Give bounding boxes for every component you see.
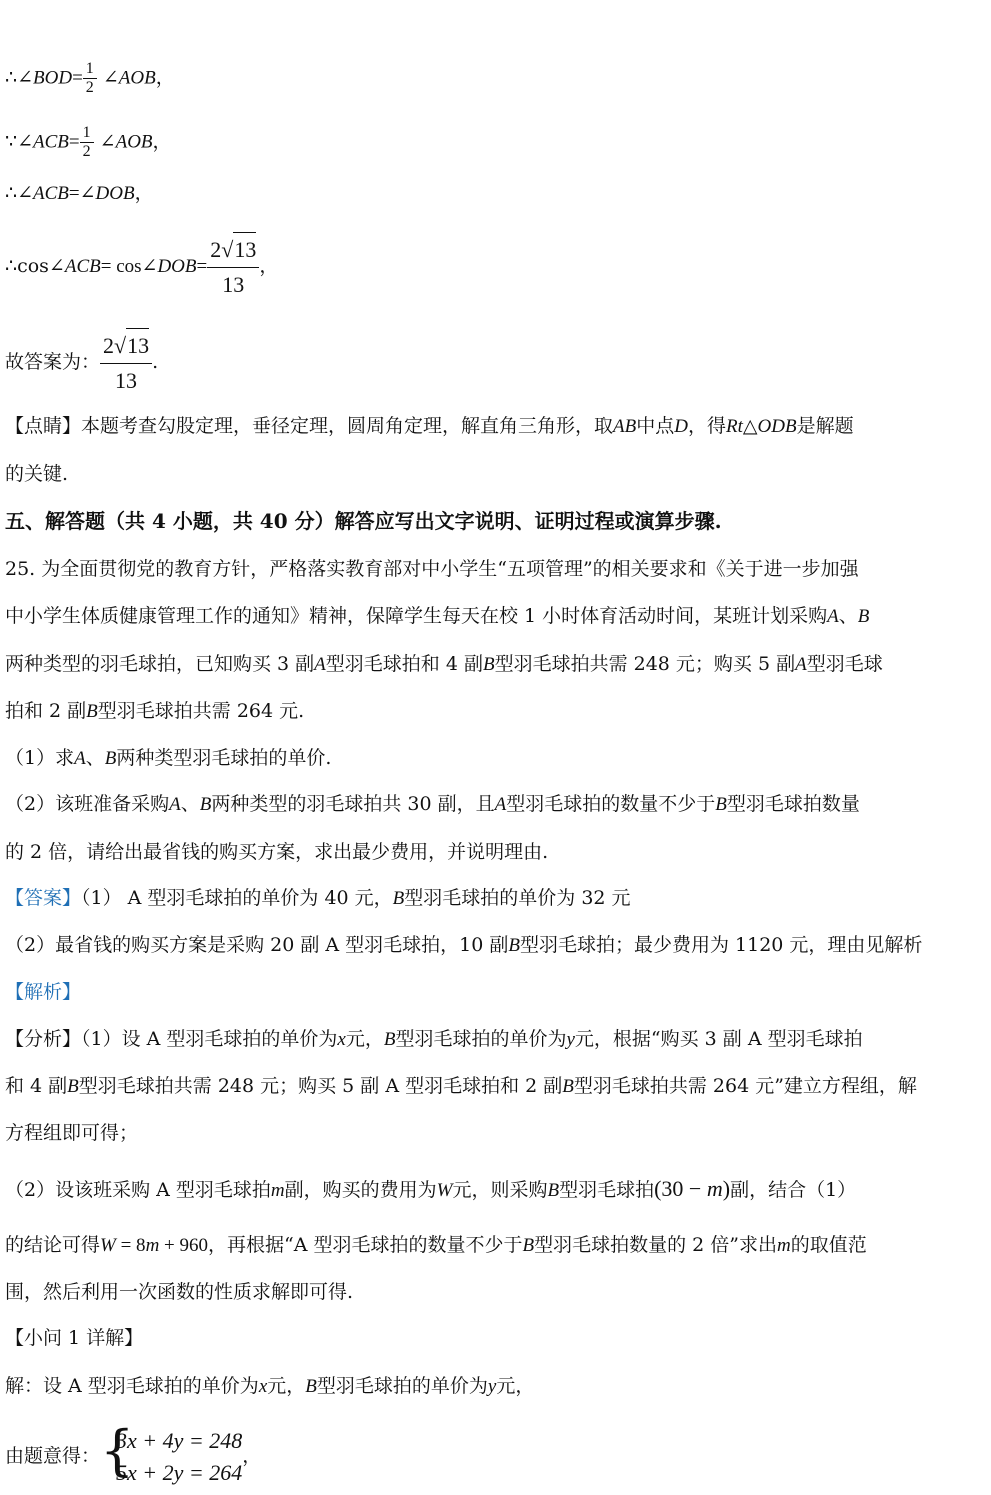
var-d: D xyxy=(674,416,688,437)
step-acb-dob xyxy=(5,180,154,207)
text: 元，根据“购买 3 副 A 型羽毛球拍 xyxy=(574,1028,863,1050)
step-acb-half xyxy=(5,124,172,161)
text: 副，结合（1） xyxy=(730,1179,857,1201)
text: 的结论可得 xyxy=(5,1234,101,1256)
fx-line-6: 围，然后利用一次函数的性质求解即可得. xyxy=(5,1281,354,1303)
text: 两种类型羽毛球拍的单价. xyxy=(116,747,332,769)
radicand: 13 xyxy=(233,232,256,267)
system-label: 由题意得： xyxy=(5,1445,101,1467)
text: 型羽毛球拍数量 xyxy=(726,793,860,815)
equals: = xyxy=(72,67,83,89)
comma: ， xyxy=(152,130,172,153)
sep: 、 xyxy=(85,747,105,769)
expr: + 960 xyxy=(159,1235,209,1256)
text: 两种类型的羽毛球拍，已知购买 3 副 xyxy=(5,653,315,675)
var-b: B xyxy=(104,748,117,769)
var-b: B xyxy=(86,701,98,722)
comma: ， xyxy=(134,182,154,204)
comment-text: 【点睛】本题考查勾股定理，垂径定理，圆周角定理，解直角三角形，取 xyxy=(5,415,614,437)
fx-line-3: 方程组即可得； xyxy=(5,1122,139,1144)
denominator: 2 xyxy=(82,143,91,160)
equation-1: 3x + 4y = 248 xyxy=(116,1428,243,1453)
sep: 、 xyxy=(838,605,858,627)
var-acb: ACB xyxy=(33,131,69,153)
coefficient: 2 xyxy=(103,333,115,358)
var-b: B xyxy=(67,1076,79,1097)
var-b: B xyxy=(522,1235,535,1256)
var-bod: BOD xyxy=(33,67,73,89)
var-x: x xyxy=(258,1376,268,1397)
fx-line-5 xyxy=(5,1232,867,1259)
text: 型羽毛球拍共需 264 元”建立方程组，解 xyxy=(573,1075,917,1097)
var-b: B xyxy=(305,1376,317,1397)
therefore-angle: ∴∠ xyxy=(5,66,34,89)
numerator: 1 xyxy=(80,124,94,143)
var-b: B xyxy=(857,606,870,627)
denominator: 2 xyxy=(85,79,94,96)
var-b: B xyxy=(199,794,212,815)
text: 和 4 副 xyxy=(5,1075,68,1097)
equals: = xyxy=(196,256,208,277)
denominator: 13 xyxy=(115,368,138,393)
var-b: B xyxy=(715,794,727,815)
var-x: x xyxy=(337,1029,346,1050)
brace-icon: { xyxy=(100,1419,135,1482)
text: 型羽毛球拍共需 264 元. xyxy=(97,700,305,722)
text: 型羽毛球 xyxy=(806,653,883,675)
text: ，再根据“A 型羽毛球拍的数量不少于 xyxy=(208,1234,523,1256)
angle-sign: ∠ xyxy=(99,130,116,153)
get-text: ，得 xyxy=(687,415,726,437)
fx-tag: 【分析】 xyxy=(5,1028,82,1050)
q25-line-3 xyxy=(5,651,883,678)
half-fraction xyxy=(80,124,94,161)
sep: 、 xyxy=(180,793,200,815)
therefore-angle: ∴∠ xyxy=(5,182,34,204)
var-aob: AOB xyxy=(115,131,153,153)
var-w: W xyxy=(100,1235,116,1256)
coefficient: 2 xyxy=(210,237,222,262)
fx-line-2 xyxy=(5,1073,917,1100)
text: （2）该班准备采购 xyxy=(5,793,170,815)
var-rt: Rt xyxy=(726,416,743,437)
var-ab: AB xyxy=(613,416,637,437)
therefore-cos: ∴cos∠ xyxy=(5,255,65,277)
var-aob: AOB xyxy=(118,67,156,89)
equation-2: 5x + 2y = 264 xyxy=(116,1460,243,1485)
equation-system-line xyxy=(5,1419,262,1489)
answer-fraction xyxy=(100,328,152,398)
var-b: B xyxy=(482,654,495,675)
var-a: A xyxy=(795,654,807,675)
var-acb: ACB xyxy=(33,183,69,204)
text: 的取值范 xyxy=(790,1234,867,1256)
angle-sign: ∠ xyxy=(102,66,119,89)
text: （1） A 型羽毛球拍的单价为 40 元， xyxy=(81,887,393,909)
q25-part-2-cont: 的 2 倍，请给出最省钱的购买方案，求出最少费用，并说明理由. xyxy=(5,841,549,863)
radicand: 13 xyxy=(126,328,149,363)
key-text: 是解题 xyxy=(796,415,854,437)
var-b: B xyxy=(547,1180,560,1201)
text: 两种类型的羽毛球拍共 30 副，且 xyxy=(211,793,495,815)
var-b: B xyxy=(392,888,405,909)
fx-line-4 xyxy=(5,1176,856,1204)
var-y: y xyxy=(487,1376,497,1397)
text: 型羽毛球拍的单价为 xyxy=(316,1375,488,1397)
q25-part-1 xyxy=(5,745,331,772)
text: 型羽毛球拍共需 248 元；购买 5 副 xyxy=(494,653,796,675)
text: 型羽毛球拍共需 248 元；购买 5 副 A 型羽毛球拍和 2 副 xyxy=(78,1075,563,1097)
numerator: 2√13 xyxy=(100,328,152,364)
q25-line-1: 25. 为全面贯彻党的教育方针，严格落实教育部对中小学生“五项管理”的相关要求和《关于进一步加强 xyxy=(5,558,859,580)
var-m: m xyxy=(777,1235,791,1256)
var-w: W xyxy=(436,1180,453,1201)
triangle-symbol: △ xyxy=(742,415,758,437)
var-b: B xyxy=(562,1076,574,1097)
text: 型羽毛球拍 xyxy=(559,1179,655,1201)
text: 元， xyxy=(496,1375,535,1397)
text: 型羽毛球拍的数量不少于 xyxy=(506,793,716,815)
q25-line-4 xyxy=(5,698,304,725)
var-a: A xyxy=(169,794,181,815)
section-heading: 五、解答题（共 4 小题，共 40 分）解答应写出文字说明、证明过程或演算步骤. xyxy=(5,509,722,533)
equals: = xyxy=(68,131,80,153)
comma: ， xyxy=(155,66,175,89)
text: 元， xyxy=(267,1375,306,1397)
comment-line-1 xyxy=(5,413,854,440)
half-fraction xyxy=(83,60,97,97)
var-m: m xyxy=(706,1176,723,1201)
numerator: 2√13 xyxy=(207,232,259,268)
var-a: A xyxy=(494,794,507,815)
subq-1-heading: 【小问 1 详解】 xyxy=(5,1327,144,1349)
text: 型羽毛球拍和 4 副 xyxy=(325,653,483,675)
answer-line xyxy=(5,328,158,398)
comma: ， xyxy=(242,1445,262,1467)
answer-block-1 xyxy=(5,885,631,912)
answer-prefix: 故答案为： xyxy=(5,351,101,373)
text: 中小学生体质健康管理工作的通知》精神，保障学生每天在校 1 小时体育活动时间，某班计划采购 xyxy=(5,605,828,627)
comma: ， xyxy=(259,255,279,277)
var-m: m xyxy=(145,1235,160,1256)
q25-line-2 xyxy=(5,603,869,630)
midpoint-text: 中点 xyxy=(636,415,675,437)
text: 型羽毛球拍的单价为 xyxy=(395,1028,567,1050)
fx-line-1 xyxy=(5,1026,863,1053)
var-b: B xyxy=(508,935,520,956)
text: 副，购买的费用为 xyxy=(284,1179,437,1201)
var-acb: ACB xyxy=(64,256,101,277)
expr-close: ) xyxy=(722,1176,731,1201)
q25-part-2 xyxy=(5,791,860,818)
equals-angle: =∠ xyxy=(68,183,96,204)
text: 解：设 A 型羽毛球拍的单价为 xyxy=(5,1375,259,1397)
text: 元， xyxy=(345,1028,384,1050)
answer-block-2 xyxy=(5,932,922,959)
var-a: A xyxy=(827,606,839,627)
expr-open: (30 − xyxy=(654,1176,707,1201)
equals-cos: = cos∠ xyxy=(100,256,158,277)
comment-line-2: 的关键. xyxy=(5,463,69,485)
var-dob: DOB xyxy=(157,256,197,277)
expr: = 8 xyxy=(115,1235,146,1256)
because-angle: ∵∠ xyxy=(5,130,34,153)
text: 型羽毛球拍的单价为 32 元 xyxy=(404,887,631,909)
var-m: m xyxy=(270,1180,285,1201)
var-a: A xyxy=(314,654,326,675)
var-y: y xyxy=(566,1029,575,1050)
step-cos xyxy=(5,232,278,302)
denominator: 13 xyxy=(222,272,245,297)
period: . xyxy=(152,351,159,373)
var-odb: ODB xyxy=(757,416,797,437)
text: 型羽毛球拍数量的 2 倍”求出 xyxy=(534,1234,777,1256)
solution-line xyxy=(5,1373,534,1400)
text: 拍和 2 副 xyxy=(5,700,87,722)
text: 型羽毛球拍；最少费用为 1120 元，理由见解析 xyxy=(519,934,923,956)
var-b: B xyxy=(383,1029,396,1050)
text: （2）最省钱的购买方案是采购 20 副 A 型羽毛球拍，10 副 xyxy=(5,934,509,956)
equation-system xyxy=(100,1419,243,1489)
text: （2）设该班采购 A 型羽毛球拍 xyxy=(5,1179,271,1201)
text: 元，则采购 xyxy=(452,1179,548,1201)
analysis-tag: 【解析】 xyxy=(5,981,82,1003)
numerator: 1 xyxy=(83,60,97,79)
var-dob: DOB xyxy=(95,183,135,204)
text: （1）设 A 型羽毛球拍的单价为 xyxy=(81,1028,338,1050)
text: （1）求 xyxy=(5,747,75,769)
var-a: A xyxy=(74,748,86,769)
answer-tag: 【答案】 xyxy=(5,887,82,909)
cos-fraction xyxy=(207,232,259,302)
step-bod xyxy=(5,60,175,97)
